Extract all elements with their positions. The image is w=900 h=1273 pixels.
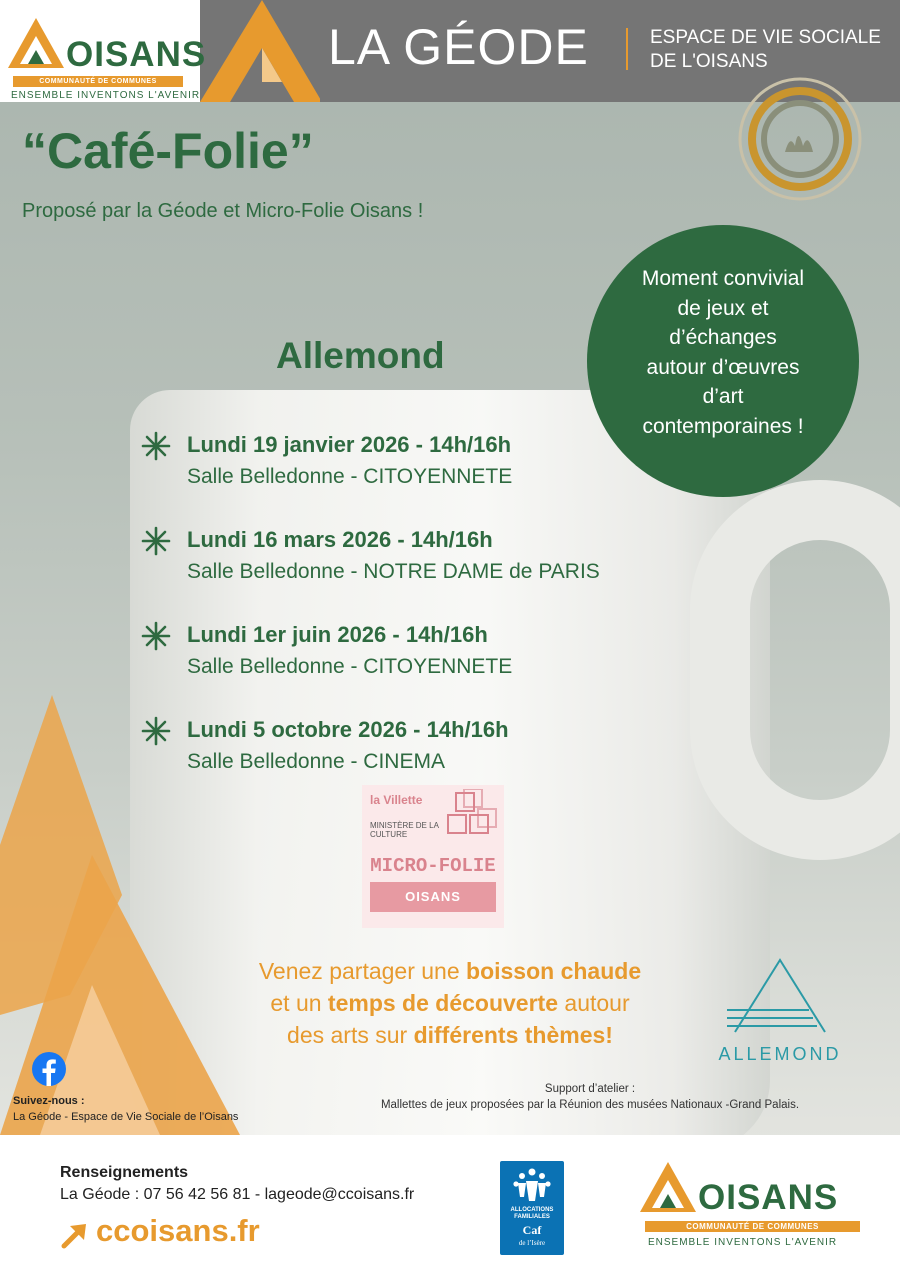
triangle-logo-icon (200, 0, 320, 102)
contact-info: La Géode : 07 56 42 56 81 - lageode@ccoisans.fr (60, 1186, 415, 1203)
invite-line (200, 955, 700, 987)
location-title: Allemond (276, 335, 445, 376)
event-subtitle: Proposé par la Géode et Micro-Folie Oisans ! (22, 200, 424, 222)
event-title: “Café-Folie” (22, 123, 314, 179)
website-link[interactable]: ccoisans.fr (96, 1213, 260, 1248)
mug-handle (690, 480, 900, 860)
ministere-label: MINISTÈRE DE LA CULTURE (370, 821, 439, 839)
session-place: Salle Belledonne - NOTRE DAME de PARIS (187, 560, 600, 583)
divider (626, 28, 628, 70)
invite-highlight: boisson chaude (466, 958, 642, 984)
brand-name: OISANS (66, 35, 207, 74)
brand-tagline: ENSEMBLE INVENTONS L'AVENIR (648, 1237, 838, 1248)
allemond-logo-text: ALLEMOND (718, 1044, 842, 1064)
facebook-icon[interactable] (32, 1052, 66, 1086)
star-bullet-icon (140, 715, 172, 747)
microfolie-name: MICRO-FOLIE (370, 855, 496, 877)
arrow-icon (60, 1222, 88, 1250)
microfolie-band: OISANS (370, 882, 496, 912)
brand-tagline: ENSEMBLE INVENTONS L'AVENIR (11, 90, 201, 101)
bubble-line: autour d’œuvres (646, 355, 800, 379)
bubble-line: d’échanges (669, 326, 777, 349)
invite-text-part: Venez partager une (258, 958, 467, 984)
caf-people-icon (510, 1167, 554, 1203)
session-date: Lundi 16 mars 2026 - 14h/16h (187, 527, 493, 552)
invite-highlight: temps de découverte (327, 990, 559, 1016)
caf-dept: de l’Isère (518, 1239, 546, 1247)
bubble-line: d’art (702, 385, 744, 408)
geode-subtitle-line2: DE L'OISANS (650, 51, 768, 72)
oisans-mark-icon (640, 1160, 696, 1212)
session-place: Salle Belledonne - CITOYENNETE (187, 465, 513, 488)
brand-name: OISANS (698, 1178, 839, 1217)
geode-subtitle-line1: ESPACE DE VIE SOCIALE (650, 27, 881, 48)
invite-line (200, 1019, 700, 1051)
star-bullet-icon (140, 525, 172, 557)
invite-text-part: autour (558, 990, 630, 1016)
invite-line (200, 987, 700, 1019)
brand-band: COMMUNAUTÉ DE COMMUNES (645, 1221, 860, 1232)
geode-emblem-icon (735, 74, 865, 204)
caf-alloc: ALLOCATIONS FAMILIALES (510, 1207, 554, 1220)
villette-label: la Villette (370, 793, 423, 807)
support-title: Support d’atelier : (544, 1083, 636, 1095)
invite-highlight: différents thèmes! (413, 1022, 613, 1048)
bubble-text (600, 264, 846, 441)
geode-title: LA GÉODE (328, 19, 589, 75)
microfolie-logo (362, 785, 504, 928)
session-place: Salle Belledonne - CINEMA (187, 750, 445, 773)
bubble-line: contemporaines ! (642, 414, 804, 438)
session-place: Salle Belledonne - CITOYENNETE (187, 655, 513, 678)
oisans-logo-footer (640, 1160, 860, 1252)
social-page-name[interactable]: La Géode - Espace de Vie Sociale de l’Oisans (13, 1111, 239, 1123)
bubble-line: de jeux et (677, 296, 769, 320)
bubble-line: Moment convivial (641, 267, 805, 290)
geode-subtitle (650, 26, 881, 74)
brand-band: COMMUNAUTÉ DE COMMUNES (13, 76, 183, 87)
oisans-mark-icon (8, 16, 64, 68)
session-date: Lundi 1er juin 2026 - 14h/16h (187, 622, 488, 647)
support-note (300, 1081, 880, 1113)
info-title: Renseignements (60, 1164, 189, 1181)
support-text: Mallettes de jeux proposées par la Réunion des musées Nationaux -Grand Palais. (380, 1099, 800, 1111)
session-date: Lundi 19 janvier 2026 - 14h/16h (187, 432, 512, 457)
caf-name: Caf (522, 1223, 542, 1237)
caf-logo (500, 1161, 564, 1255)
star-bullet-icon (140, 430, 172, 462)
invite-text-part: et un (270, 990, 328, 1016)
star-bullet-icon (140, 620, 172, 652)
oisans-logo (8, 10, 207, 101)
cubes-icon (444, 789, 500, 845)
invite-text (200, 955, 700, 1051)
invite-text-part: des arts sur (287, 1022, 414, 1048)
follow-label: Suivez-nous : (13, 1095, 85, 1107)
session-date: Lundi 5 octobre 2026 - 14h/16h (187, 717, 509, 742)
